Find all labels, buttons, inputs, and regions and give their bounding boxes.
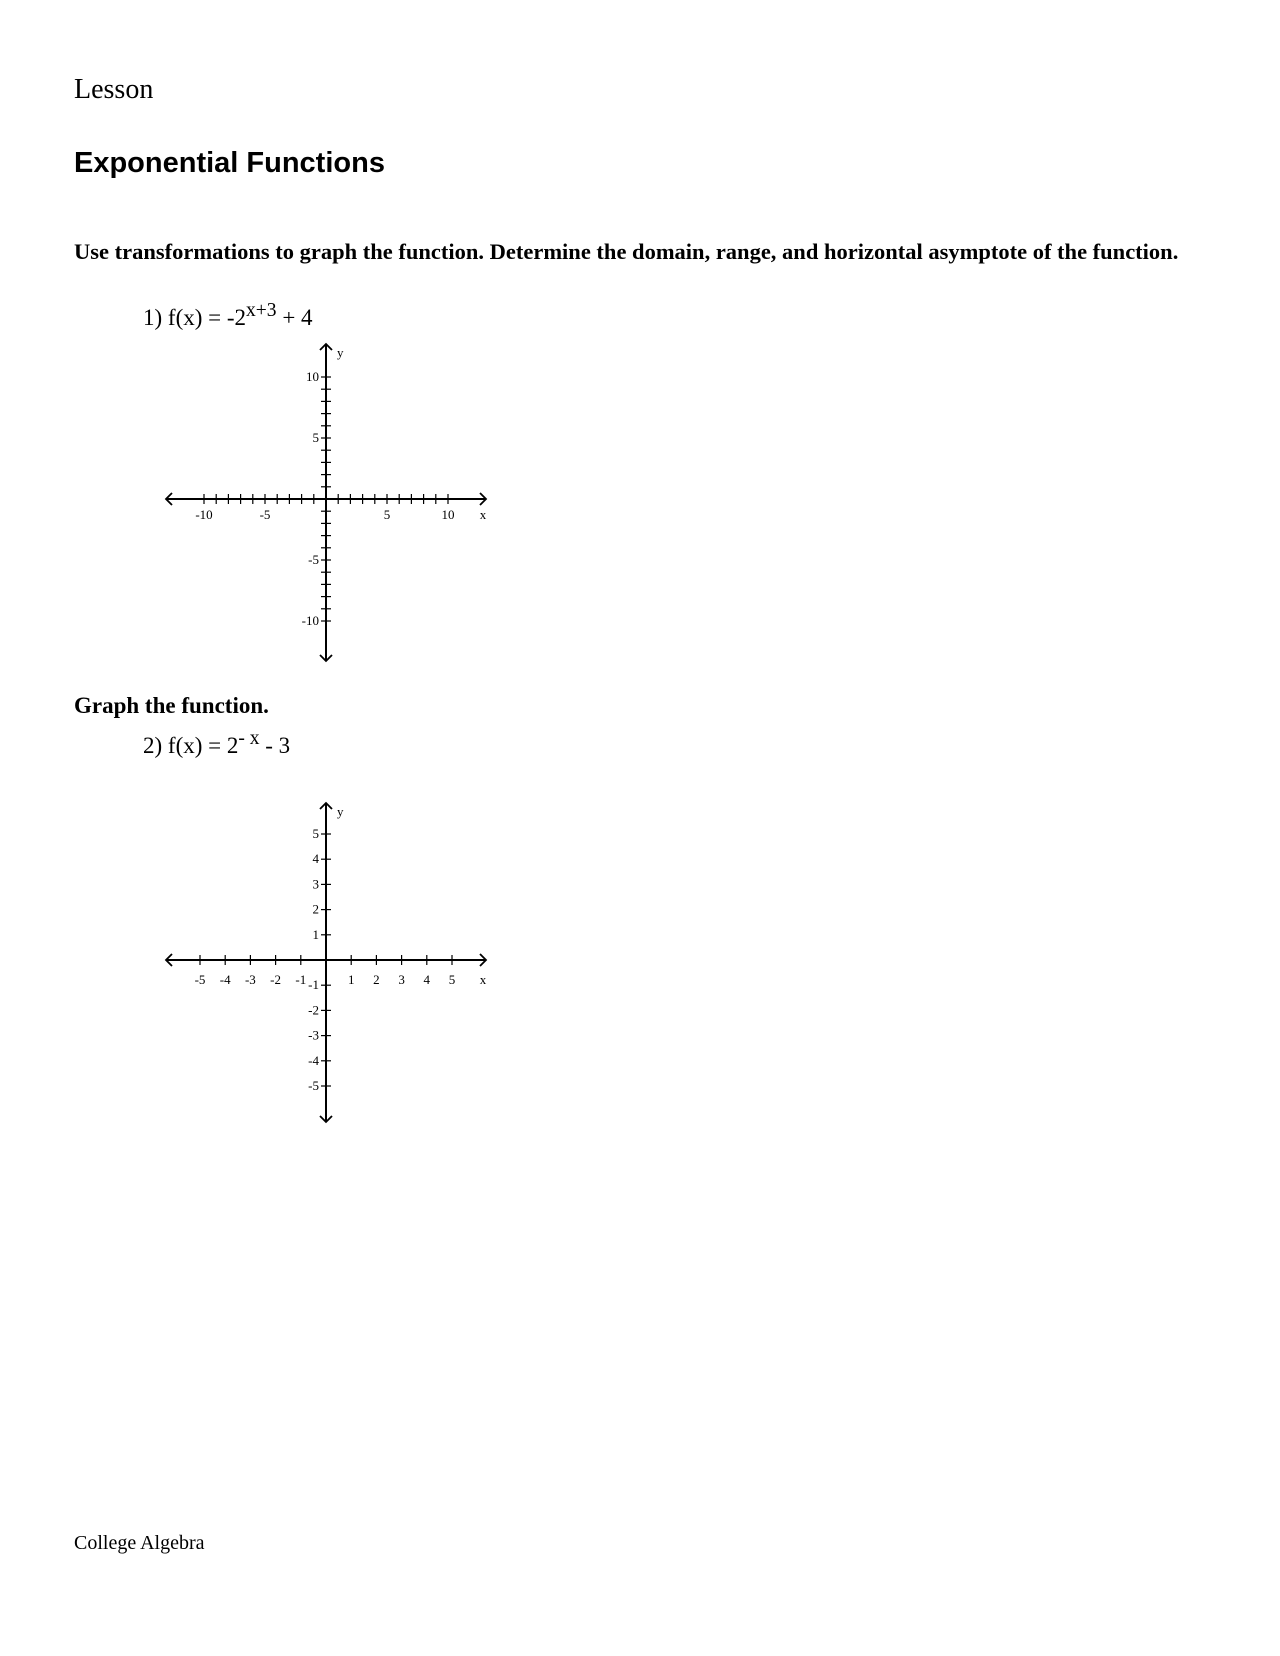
problem-1-base: 1) f(x) = -2 (143, 305, 247, 330)
y-axis-label: y (337, 804, 344, 819)
y-tick-label: -4 (308, 1052, 319, 1068)
x-tick-label: 2 (373, 972, 380, 987)
x-tick-label: -1 (295, 972, 307, 987)
instruction-graph: Graph the function. (74, 693, 269, 718)
y-tick-label: 3 (312, 876, 319, 892)
instruction-transformations: Use transformations to graph the function. Determine the domain, range, and horizontal asymptote of the function. (74, 239, 1179, 264)
problem-2-exponent: - x (238, 728, 260, 750)
y-tick-label: 5 (312, 430, 319, 445)
y-tick-label: 1 (312, 926, 319, 942)
x-tick-label: -4 (219, 972, 231, 987)
x-tick-label: 3 (398, 972, 405, 987)
y-tick-label: -5 (308, 1078, 319, 1093)
x-tick-label: 5 (383, 507, 391, 522)
y-tick-label: 4 (312, 851, 319, 867)
y-tick-label: 10 (306, 369, 319, 384)
problem-2-tail: - 3 (259, 733, 291, 758)
y-tick-label: -2 (308, 1002, 319, 1018)
y-tick-label: -1 (308, 977, 319, 993)
y-axis-label: y (337, 345, 344, 360)
y-tick-label: 2 (312, 901, 319, 917)
x-tick-label: -2 (270, 972, 282, 987)
problem-1-exponent: x+3 (246, 300, 277, 322)
y-tick-label: 5 (312, 826, 319, 841)
y-tick-label: -5 (308, 552, 319, 567)
x-axis-label: x (479, 507, 487, 522)
x-tick-label: 4 (423, 972, 431, 987)
x-tick-label: 10 (441, 507, 455, 522)
x-tick-label: 5 (448, 972, 456, 987)
x-tick-label: -5 (259, 507, 271, 522)
lesson-label: Lesson (74, 74, 154, 105)
problem-1-tail: + 4 (276, 305, 313, 330)
y-tick-label: -3 (308, 1027, 319, 1043)
y-tick-label: -10 (301, 613, 319, 628)
x-tick-label: 1 (347, 972, 355, 987)
x-tick-label: -10 (195, 507, 213, 522)
footer-course: College Algebra (74, 1532, 205, 1554)
x-tick-label: -3 (244, 972, 256, 987)
page-title: Exponential Functions (74, 147, 385, 179)
x-axis-label: x (479, 972, 487, 987)
x-tick-label: -5 (194, 972, 206, 987)
problem-2-base: 2) f(x) = 2 (143, 733, 239, 758)
